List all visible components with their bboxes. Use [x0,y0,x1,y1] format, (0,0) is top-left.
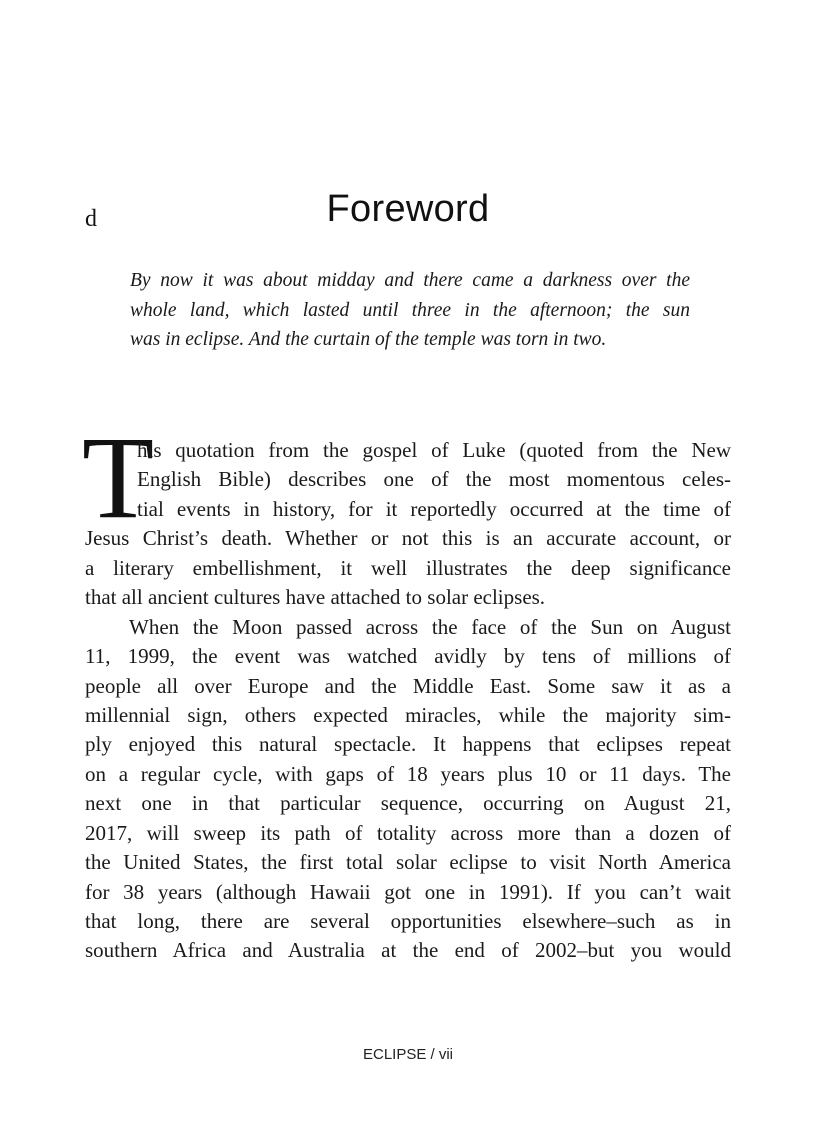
body-line: 11, 1999, the event was watched avidly by tens of millions of [85,644,731,669]
drop-cap: T [82,412,155,543]
body-line: that all ancient cultures have attached to solar eclipses. [85,585,546,610]
body-line: English Bible) describes one of the most momentous celes- [137,467,731,492]
body-line: people all over Europe and the Middle East. Some saw it as a [85,673,731,698]
body-line: on a regular cycle, with gaps of 18 years plus 10 or 11 days. The [85,761,731,786]
epigraph-line: By now it was about midday and there came a darkness over the [130,270,690,291]
body-line: his quotation from the gospel of Luke (quoted from the New [137,438,731,462]
epigraph-line: was in eclipse. And the curtain of the temple was torn in two. [130,329,607,350]
body-line: When the Moon passed across the face of the Sun on August [129,614,731,639]
body-line: tial events in history, for it reportedly occurred at the time of [137,496,731,521]
chapter-title: Foreword [326,188,490,230]
body-line: ply enjoyed this natural spectacle. It happens that eclipses repeat [85,732,731,757]
body-line: southern Africa and Australia at the end of 2002–but you would [85,938,731,963]
body-line: a literary embellishment, it well illustrates the deep significance [85,555,731,580]
body-line: the United States, the first total solar eclipse to visit North America [85,850,731,875]
epigraph [130,266,690,355]
epigraph-line: whole land, which lasted until three in the afternoon; the sun [130,299,690,321]
body-line: next one in that particular sequence, occurring on August 21, [85,791,731,816]
body-line: Jesus Christ’s death. Whether or not this is an accurate account, or [85,526,731,551]
body-line: 2017, will sweep its path of totality across more than a dozen of [85,820,731,845]
body-text [85,436,731,966]
body-line: that long, there are several opportunities elsewhere–such as in [85,909,731,933]
running-footer: ECLIPSE / vii [362,1046,454,1063]
corner-mark: d [85,206,97,232]
body-line: millennial sign, others expected miracles, while the majority sim- [85,702,731,727]
body-line: for 38 years (although Hawaii got one in 1991). If you can’t wait [85,879,731,904]
